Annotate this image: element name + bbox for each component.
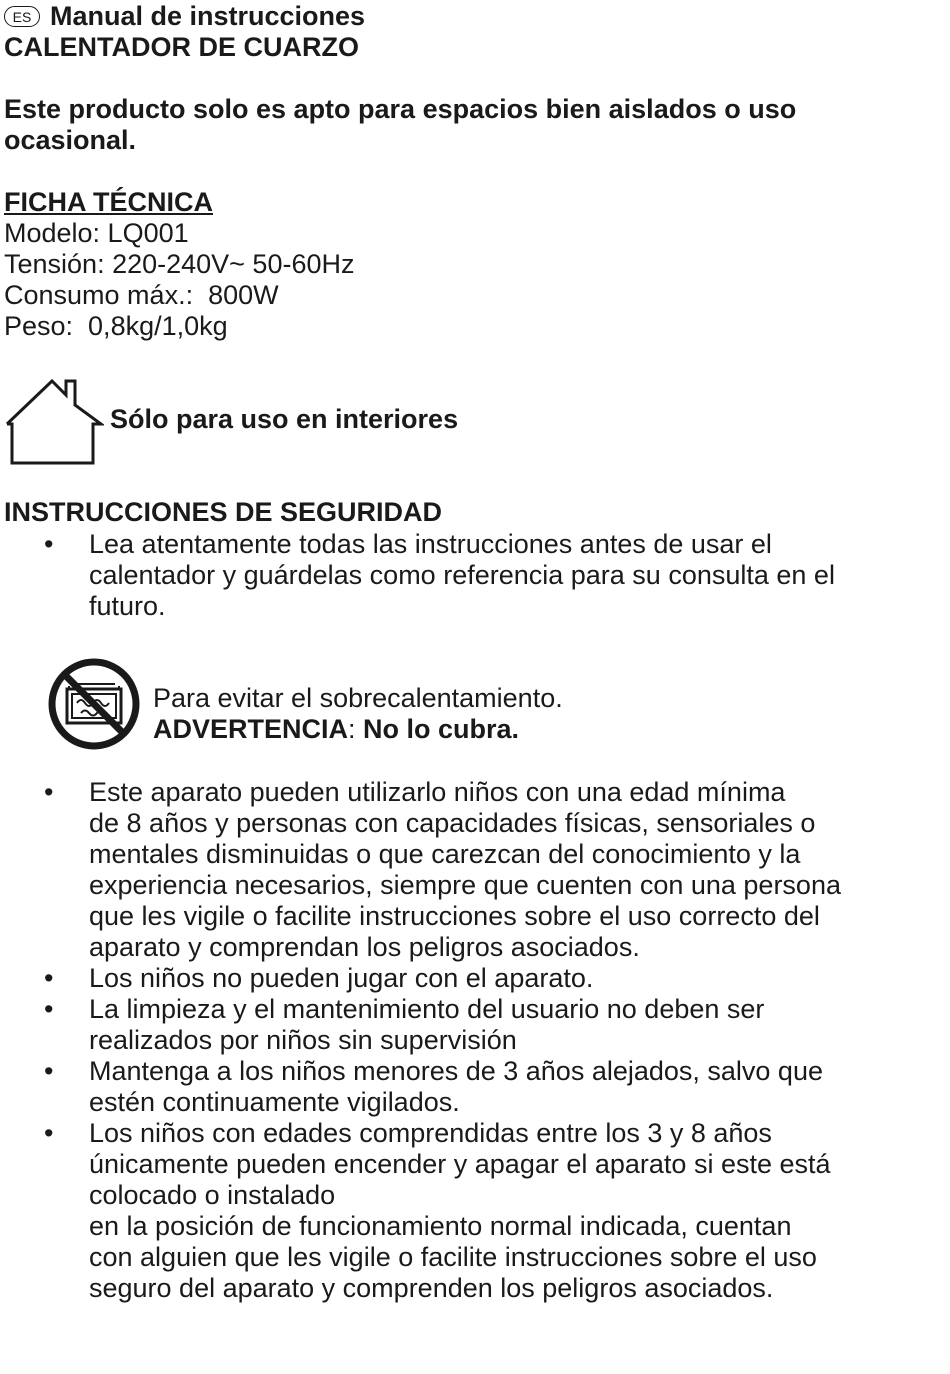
spec-weight: Peso: 0,8kg/1,0kg — [4, 311, 228, 341]
list-item-text — [89, 963, 900, 994]
indoor-use-text: Sólo para uso en interiores — [110, 404, 459, 434]
list-item-line: Lea atentamente todas las instrucciones antes de usar el — [89, 529, 772, 559]
usage-notice-line: ocasional. — [4, 125, 137, 155]
list-item-line: estén continuamente vigilados. — [89, 1087, 460, 1117]
list-item-line: mentales disminuidas o que carezcan del conocimiento y la — [89, 839, 801, 869]
list-item-line: colocado o instalado — [89, 1180, 336, 1210]
usage-notice-line: Este producto solo es apto para espacios bien aislados o uso — [4, 94, 797, 124]
list-item-text — [89, 777, 900, 963]
list-item — [0, 777, 900, 963]
list-item-line: de 8 años y personas con capacidades físicas, sensoriales o — [89, 808, 816, 838]
language-badge: ES — [4, 6, 40, 27]
list-item — [0, 1118, 900, 1304]
bullet-icon: • — [44, 994, 54, 1024]
warning-message — [153, 714, 519, 745]
product-title: CALENTADOR DE CUARZO — [4, 32, 359, 62]
list-item — [0, 994, 900, 1056]
spec-model: Modelo: LQ001 — [4, 218, 189, 248]
list-item-line: aparato y comprendan los peligros asociados. — [89, 932, 640, 962]
list-item-line: Este aparato pueden utilizarlo niños con una edad mínima — [89, 777, 786, 807]
list-item-line: calentador y guárdelas como referencia para su consulta en el — [89, 560, 835, 590]
list-item-line: Los niños no pueden jugar con el aparato. — [89, 963, 594, 993]
manual-title: Manual de instrucciones — [50, 1, 366, 31]
list-item-text — [89, 1118, 900, 1304]
safety-list — [0, 777, 900, 1304]
bullet-icon: • — [44, 1118, 54, 1148]
spec-power: Consumo máx.: 800W — [4, 280, 279, 310]
safety-list-intro — [0, 529, 900, 622]
list-item — [0, 529, 900, 622]
list-item-line: que les vigile o facilite instrucciones sobre el uso correcto del — [89, 901, 820, 931]
list-item-line: La limpieza y el mantenimiento del usuario no deben ser — [89, 994, 765, 1024]
warning-text: Para evitar el sobrecalentamiento. — [153, 683, 563, 713]
bullet-icon: • — [44, 1056, 54, 1086]
list-item-line: con alguien que les vigile o facilite instrucciones sobre el uso — [89, 1242, 817, 1272]
list-item-line: experiencia necesarios, siempre que cuenten con una persona — [89, 870, 841, 900]
do-not-cover-icon — [47, 657, 141, 751]
list-item-line: Los niños con edades comprendidas entre los 3 y 8 años — [89, 1118, 772, 1148]
list-item-text — [89, 994, 900, 1056]
list-item — [0, 963, 900, 994]
warning-label-suffix: : — [348, 714, 364, 744]
list-item-text — [89, 529, 900, 622]
spec-sheet-list — [4, 218, 355, 342]
list-item — [0, 1056, 900, 1118]
list-item-line: realizados por niños sin supervisión — [89, 1025, 517, 1055]
list-item-line: únicamente pueden encender y apagar el aparato si este está — [89, 1149, 831, 1179]
list-item-line: Mantenga a los niños menores de 3 años alejados, salvo que — [89, 1056, 823, 1086]
bullet-icon: • — [44, 529, 54, 559]
list-item-line: futuro. — [89, 591, 166, 621]
warning-label: ADVERTENCIA — [153, 714, 349, 744]
spec-sheet-heading: FICHA TÉCNICA — [4, 187, 213, 217]
safety-heading: INSTRUCCIONES DE SEGURIDAD — [4, 497, 443, 527]
bullet-icon: • — [44, 963, 54, 993]
bullet-icon: • — [44, 777, 54, 807]
list-item-text — [89, 1056, 900, 1118]
list-item-line: seguro del aparato y comprenden los peligros asociados. — [89, 1273, 774, 1303]
house-icon — [2, 378, 104, 466]
warning-detail: No lo cubra. — [363, 714, 520, 744]
list-item-line: en la posición de funcionamiento normal indicada, cuentan — [89, 1211, 792, 1241]
spec-voltage: Tensión: 220-240V~ 50-60Hz — [4, 249, 355, 279]
usage-notice — [4, 94, 904, 156]
